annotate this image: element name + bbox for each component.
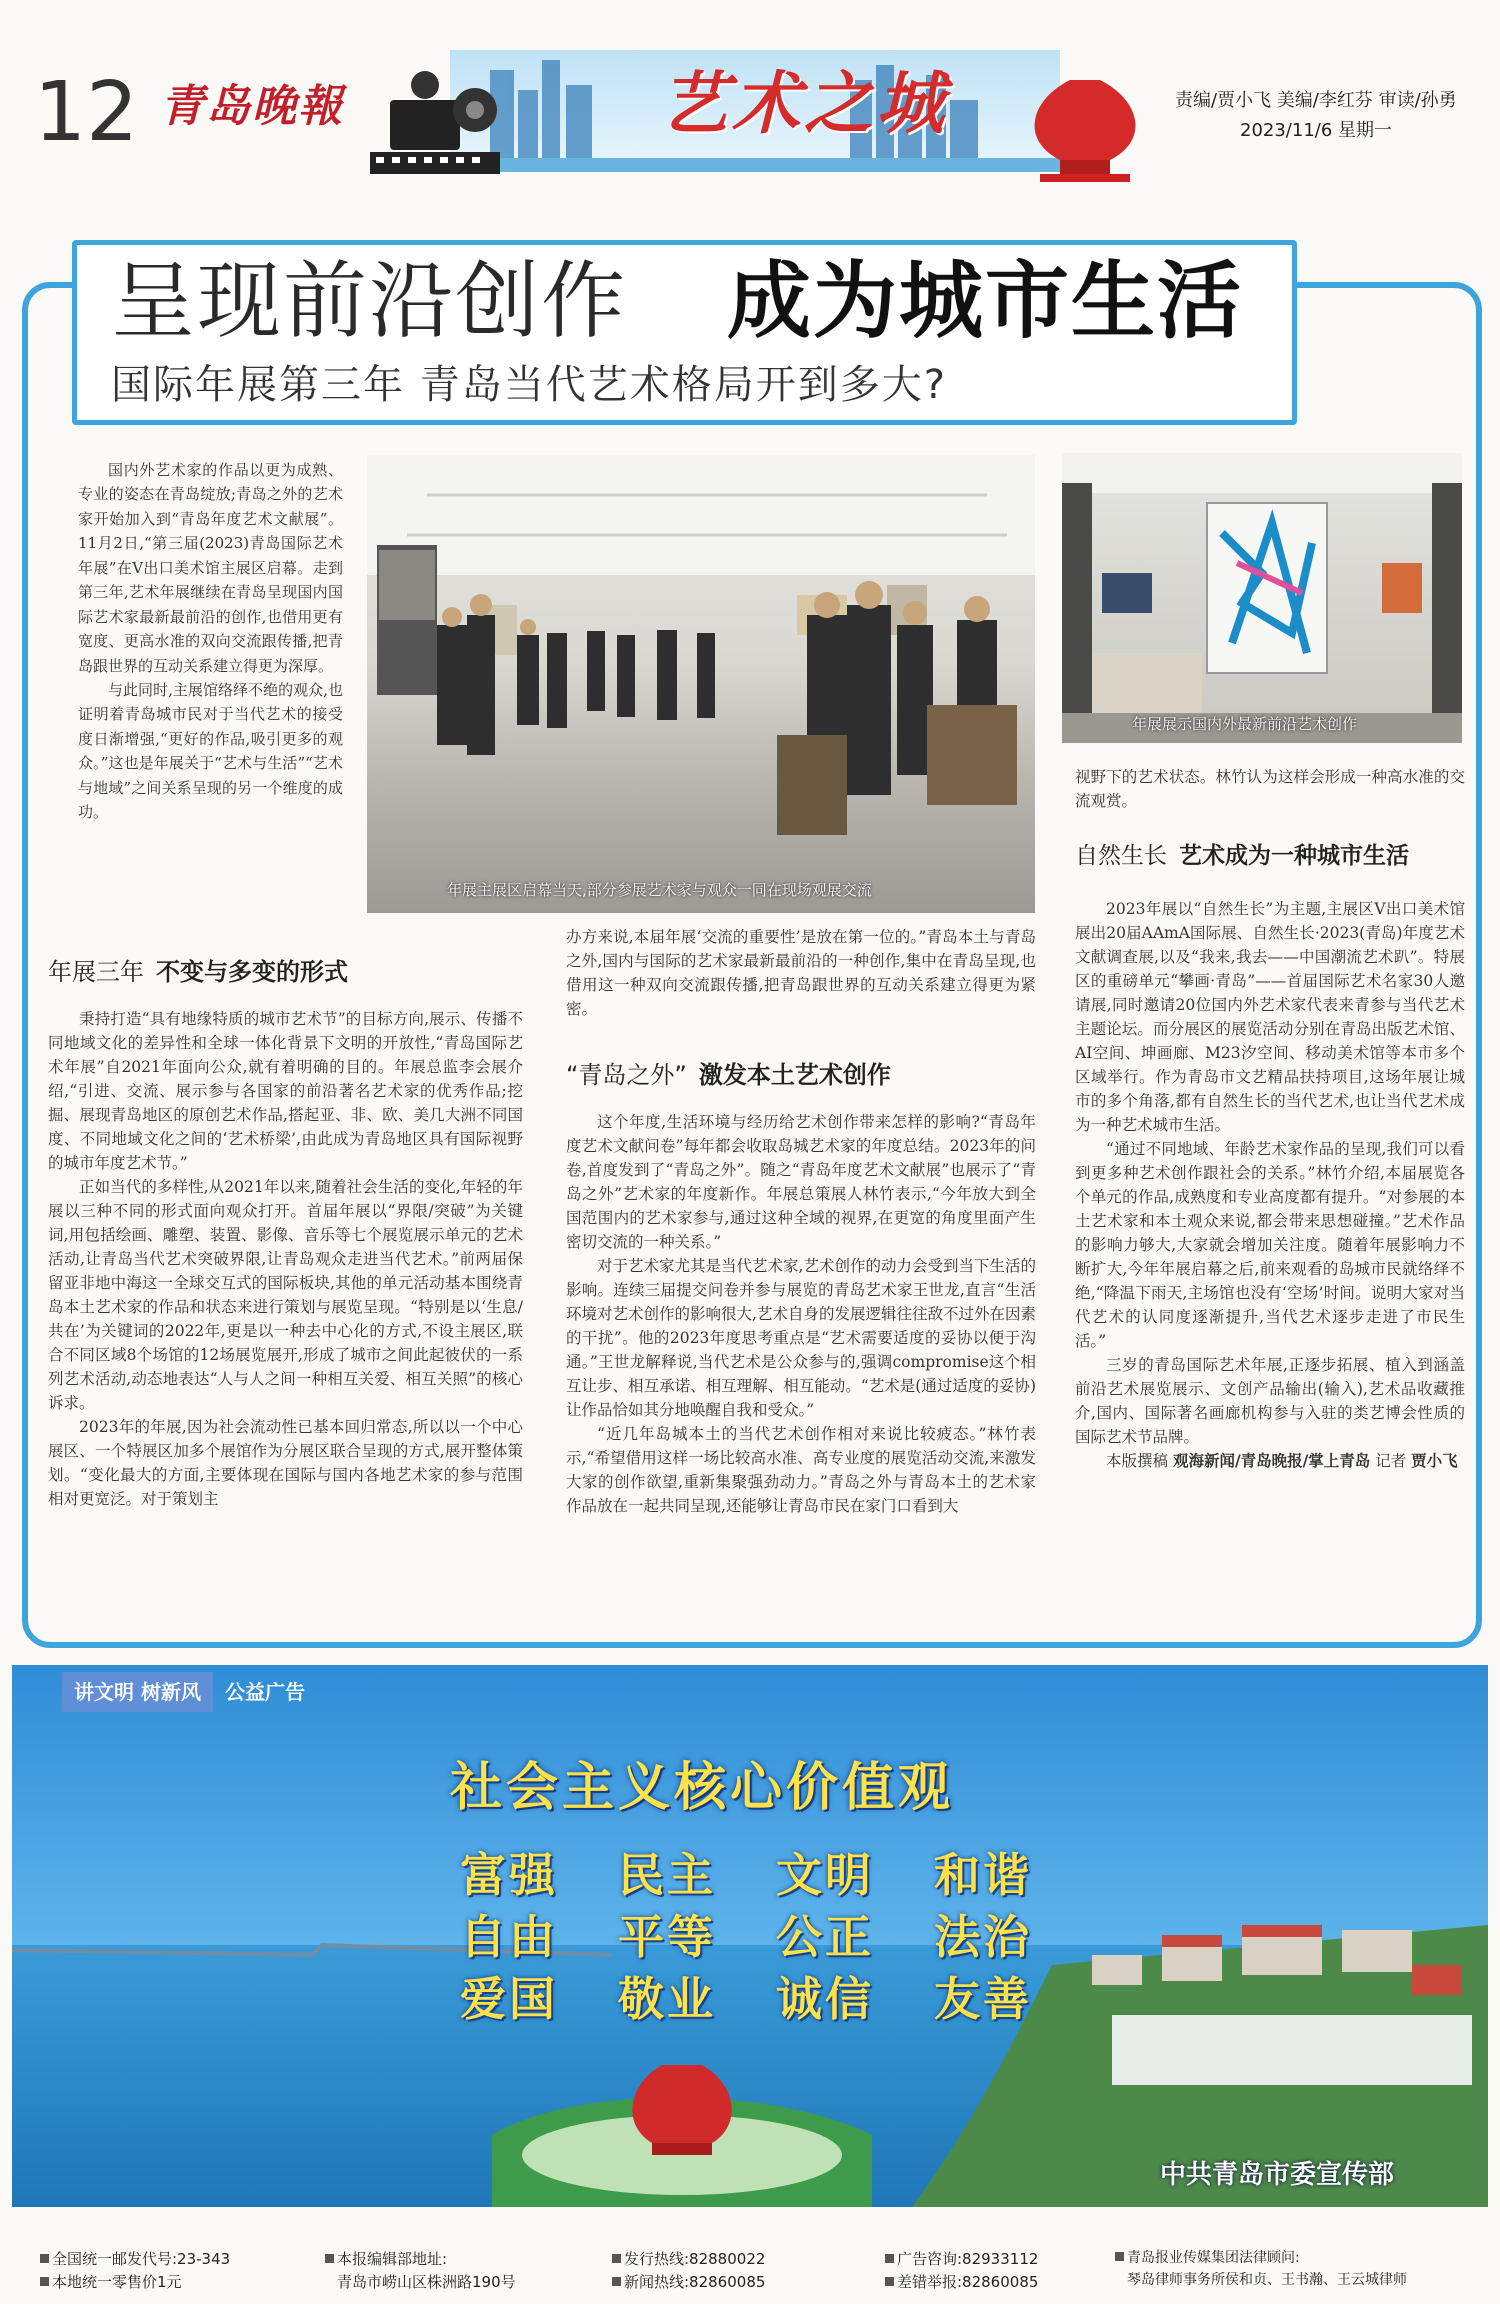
byline-label: 本版撰稿 bbox=[1106, 1452, 1169, 1471]
core-value: 友善 bbox=[934, 1972, 1032, 2026]
byline-reporter: 贾小飞 bbox=[1411, 1451, 1458, 1471]
footer-text: 全国统一邮发代号:23-343 bbox=[52, 2250, 231, 2268]
section1-heading bbox=[48, 960, 348, 984]
core-value: 公正 bbox=[776, 1910, 874, 1964]
footer-address bbox=[325, 2248, 516, 2300]
footer-text: 新闻热线:82860085 bbox=[624, 2273, 766, 2292]
footer-text: 广告咨询:82933112 bbox=[897, 2250, 1039, 2268]
headline-box bbox=[72, 240, 1297, 425]
ad-tag-label: 讲文明 树新风 bbox=[62, 1672, 213, 1712]
editor-credits: 责编/贾小飞 美编/李红芬 审读/孙勇 bbox=[1175, 90, 1457, 111]
section3-paragraph: “通过不同地域、年龄艺术家作品的呈现,我们可以看到更多种艺术创作跟社会的关系。”林竹介绍,本届展览各个单元的作品,成熟度和专业高度都有提升。“对参展的本土艺术家和本土观众来说,都会带来思想碰撞。”艺术作品的影响力够大,大家就会增加关注度。随着年展影响力不断扩大,今年年展启幕之后,前来观看的岛城市民就络绎不绝,“降温下雨天,主场馆也没有‘空场’时间。说明大家对当代艺术的认同度逐渐提升,当代艺术逐步走进了市民生活。” bbox=[1075, 1140, 1465, 1351]
bullet-icon bbox=[1115, 2252, 1124, 2261]
page-number: 12 bbox=[34, 65, 139, 160]
footer-text: 青岛市崂山区株洲路190号 bbox=[337, 2273, 516, 2292]
core-value: 和谐 bbox=[934, 1848, 1032, 1902]
core-value: 爱国 bbox=[460, 1972, 558, 2026]
section3-title: 艺术成为一种城市生活 bbox=[1179, 843, 1409, 869]
section3-kicker: 自然生长 bbox=[1075, 843, 1167, 869]
section2-paragraph: 这个年度,生活环境与经历给艺术创作带来怎样的影响?“青岛年度艺术文献问卷”每年都会收取岛城艺术家的年度总结。2023年的问卷,首度发到了“青岛之外”。随之“青岛年度艺术文献展”也展示了“青岛之外”艺术家的年度新作。年展总策展人林竹表示,“今年放大到全国范围内的艺术家参与,通过这种全域的视界,在更宽的角度里面产生密切交流的一种关系。” bbox=[566, 1113, 1036, 1252]
byline bbox=[1075, 1449, 1465, 1473]
section1-paragraph: 秉持打造“具有地缘特质的城市艺术节”的目标方向,展示、传播不同地域文化的差异性和全球一体化背景下文明的开放性,“青岛国际艺术年展”自2021年面向公众,就有着明确的目的。年展总监李会展介绍,“引进、交流、展示参与各国家的前沿著名艺术家的优秀作品;挖掘、展现青岛地区的原创艺术作品,搭起亚、非、欧、美几大洲不同国度、不同地域文化之间的‘艺术桥梁’,由此成为青岛地区具有国际视野的城市年度艺术节。” bbox=[48, 1010, 523, 1173]
section2-lead bbox=[566, 925, 1036, 1021]
intro-paragraph: 与此同时,主展馆络绎不绝的观众,也证明着青岛城市民对于当代艺术的接受度日渐增强,“更好的作品,吸引更多的观众。”这也是年展关于“艺术与生活”“艺术与地域”之间关系呈现的另一个维度的成功。 bbox=[78, 680, 343, 822]
intro-column bbox=[78, 458, 343, 825]
photo1-caption: 年展主展区启幕当天,部分参展艺术家与观众一同在现场观展交流 bbox=[447, 881, 872, 899]
section-title: 艺术之城 bbox=[660, 64, 949, 144]
bullet-icon bbox=[40, 2254, 49, 2263]
section3-lead bbox=[1075, 765, 1465, 813]
footer-ads bbox=[885, 2248, 1038, 2300]
footer-text: 青岛报业传媒集团法律顾问: bbox=[1127, 2250, 1300, 2266]
bullet-icon bbox=[40, 2277, 49, 2286]
byline-media: 观海新闻/青岛晚报/掌上青岛 bbox=[1172, 1451, 1371, 1471]
section3-paragraph: 三岁的青岛国际艺术年展,正逐步拓展、植入到涵盖前沿艺术展览展示、文创产品输出(输入),艺术品收藏推介,国内、国际著名画廊机构参与入驻的类艺博会性质的国际艺术节品牌。 bbox=[1075, 1356, 1465, 1447]
section1-paragraph: 2023年的年展,因为社会流动性已基本回归常态,所以以一个中心展区、一个特展区加多个展馆作为分展区联合呈现的方式,展开整体策划。“变化最大的方面,主要体现在国际与国内各地艺术家的参与范围相对更宽泛。对于策划主 bbox=[48, 1418, 523, 1509]
core-value: 民主 bbox=[618, 1848, 716, 1902]
photo-exhibition-hall bbox=[367, 455, 1035, 913]
section2-title: 激发本土艺术创作 bbox=[698, 1061, 891, 1089]
footer-legal bbox=[1115, 2248, 1407, 2300]
ad-tag-type: 公益广告 bbox=[224, 1680, 305, 1704]
footer-text: 本地统一零售价1元 bbox=[52, 2273, 182, 2292]
core-value: 文明 bbox=[776, 1848, 874, 1902]
footer-text: 差错举报:82860085 bbox=[897, 2273, 1039, 2292]
section2-column bbox=[566, 1110, 1036, 1518]
bullet-icon bbox=[325, 2254, 334, 2263]
footer-postal bbox=[40, 2248, 230, 2300]
section1-paragraph: 正如当代的多样性,从2021年以来,随着社会生活的变化,年轻的年展以三种不同的形式面向观众打开。首届年展以“界限/突破”为关键词,用包括绘画、雕塑、装置、影像、音乐等七个展览展示单元的艺术活动,让青岛当代艺术突破界限,让青岛观众走进当代艺术。”前两届保留亚非地中海这一全球交互式的国际板块,其他的单元活动基本围绕青岛本土艺术家的作品和状态来进行策划与展览呈现。“特别是以‘生息/共在’为关键词的2022年,更是以一种去中心化的方式,不设主展区,联合不同区域8个场馆的12场展览展开,形成了城市之间此起彼伏的一系列艺术活动,动态地表达“人与人之间一种相互关爱、相互关照”的核心诉求。 bbox=[48, 1178, 524, 1413]
headline-part1: 呈现前沿创作 bbox=[111, 252, 628, 350]
ad-title: 社会主义核心价值观 bbox=[450, 1758, 955, 1818]
section3-column bbox=[1075, 897, 1465, 1473]
core-value: 自由 bbox=[460, 1910, 558, 1964]
byline-reporter-label: 记者 bbox=[1375, 1452, 1407, 1471]
core-value: 诚信 bbox=[776, 1972, 874, 2026]
bullet-icon bbox=[885, 2277, 894, 2286]
section2-heading bbox=[566, 1063, 891, 1087]
exhibition-crowd-illustration bbox=[367, 455, 1035, 913]
section1-kicker: 年展三年 bbox=[48, 958, 144, 986]
public-service-ad-background bbox=[12, 1665, 1488, 2207]
publication-date: 2023/11/6 星期一 bbox=[1240, 120, 1393, 141]
section2-paragraph: “近几年岛城本土的当代艺术创作相对来说比较疲态。”林竹表示,“希望借用这样一场比较高水准、高专业度的展览活动交流,来激发大家的创作欲望,重新集聚强劲动力。”青岛之外与青岛本土的艺术家作品放在一起共同呈现,还能够让青岛市民在家门口看到大 bbox=[566, 1425, 1036, 1516]
core-value: 敬业 bbox=[618, 1972, 716, 2026]
footer-text: 发行热线:82880022 bbox=[624, 2250, 766, 2268]
intro-paragraph: 国内外艺术家的作品以更为成熟、专业的姿态在青岛绽放;青岛之外的艺术家开始加入到“青岛年度艺术文献展”。11月2日,“第三届(2023)青岛国际艺术年展”在V出口美术馆主展区启幕。走到第三年,艺术年展继续在青岛呈现国内国际艺术家最新最前沿的创作,也借用更有宽度、更高水准的双向交流跟传播,把青岛跟世界的互动关系建立得更为深厚。 bbox=[78, 461, 343, 675]
bullet-icon bbox=[612, 2277, 621, 2286]
ad-sponsor: 中共青岛市委宣传部 bbox=[1160, 2160, 1395, 2190]
footer-text: 琴岛律师事务所侯和贞、王书瀚、王云城律师 bbox=[1127, 2271, 1407, 2288]
section3-paragraph: 2023年展以“自然生长”为主题,主展区V出口美术馆展出20届AAmA国际展、自然生长·2023(青岛)年度艺术文献调查展,以及“我来,我去——中国潮流艺术趴”。特展区的重磅单元“攀画·青岛”——首届国际艺术名家30人邀请展,同时邀请20位国内外艺术家代表来青参与当代艺术主题论坛。而分展区的展览活动分别在青岛出版艺术馆、AI空间、坤画廊、M23汐空间、移动美术馆等本市多个区域举行。作为青岛市文艺精品扶持项目,这场年展让城市的多个角落,都有自然生长的当代艺术,也让当代艺术成为一种艺术城市生活。 bbox=[1075, 900, 1465, 1135]
section1-title: 不变与多变的形式 bbox=[156, 958, 348, 986]
footer-hotlines bbox=[612, 2248, 765, 2300]
headline-part2: 成为城市生活 bbox=[727, 252, 1244, 350]
section2-paragraph: 对于艺术家尤其是当代艺术家,艺术创作的动力会受到当下生活的影响。连续三届提交问卷并参与展览的青岛艺术家王世龙,直言“生活环境对艺术创作的影响很大,艺术自身的发展逻辑往往敌不过外在因素的干扰”。他的2023年度思考重点是“艺术需要适度的妥协以便于沟通。”王世龙解释说,当代艺术是公众参与的,强调compromise这个相互让步、相互承诺、相互理解、相互能动。“艺术是(通过适度的妥协)让作品恰如其分地唤醒自我和受众。” bbox=[566, 1257, 1036, 1420]
section2-kicker: “青岛之外” bbox=[566, 1061, 687, 1089]
footer-text: 本报编辑部地址: bbox=[337, 2250, 448, 2268]
subheadline: 国际年展第三年 青岛当代艺术格局开到多大? bbox=[111, 362, 947, 408]
newspaper-logo: 青岛晚報 bbox=[160, 81, 344, 132]
core-value: 平等 bbox=[618, 1910, 716, 1964]
photo2-caption: 年展展示国内外最新前沿艺术创作 bbox=[1132, 715, 1358, 733]
artwork-wall-illustration bbox=[1062, 453, 1462, 743]
photo-artwork-display bbox=[1062, 453, 1462, 743]
section3-heading bbox=[1075, 845, 1409, 868]
core-value: 法治 bbox=[934, 1910, 1032, 1964]
bullet-icon bbox=[612, 2254, 621, 2263]
core-value: 富强 bbox=[460, 1848, 558, 1902]
section1-column bbox=[48, 1007, 523, 1511]
section3-lead-paragraph: 视野下的艺术状态。林竹认为这样会形成一种高水准的交流观赏。 bbox=[1075, 768, 1465, 811]
section2-lead-paragraph: 办方来说,本届年展‘交流的重要性’是放在第一位的。”青岛本土与青岛之外,国内与国际的艺术家最新最前沿的一种创作,集中在青岛呈现,也借用这一种双向交流跟传播,把青岛跟世界的互动关系建立得更为紧密。 bbox=[566, 928, 1036, 1019]
ad-tag bbox=[62, 1672, 305, 1712]
bullet-icon bbox=[885, 2254, 894, 2263]
